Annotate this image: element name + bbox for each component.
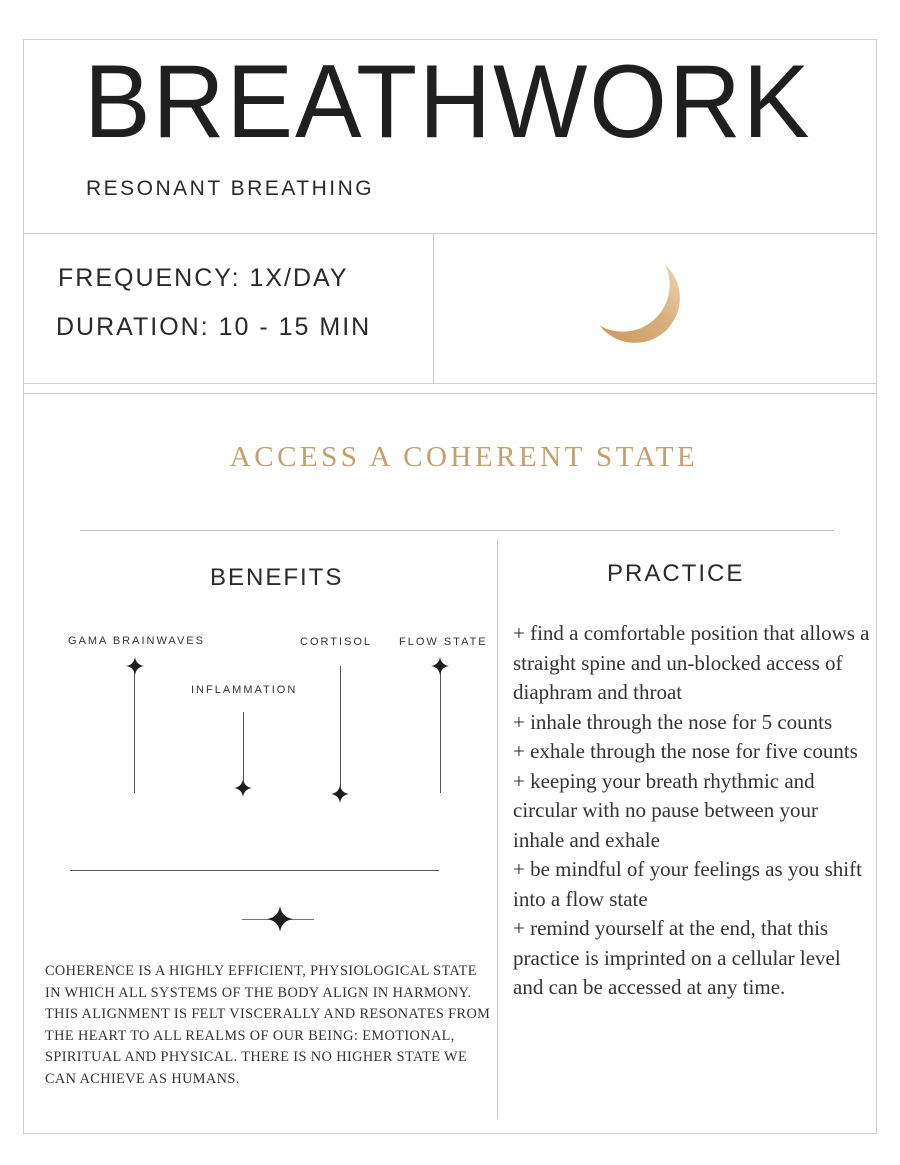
practice-step: + find a comfortable position that allows a straight spine and un-blocked access of diaphram and throat: [513, 621, 870, 704]
benefit-label-inflammation: INFLAMMATION: [191, 684, 298, 696]
benefit-label-cortisol: CORTISOL: [300, 636, 373, 648]
practice-step: + keeping your breath rhythmic and circular with no pause between your inhale and exhale: [513, 768, 818, 852]
practice-step: + be mindful of your feelings as you shift into a flow state: [513, 857, 862, 911]
practice-step: + inhale through the nose for 5 counts: [513, 709, 833, 734]
coherence-description: COHERENCE IS A HIGHLY EFFICIENT, PHYSIOLOGICAL STATE IN WHICH ALL SYSTEMS OF THE BODY ALIGN IN HARMONY. THIS ALIGNMENT IS FELT VISCERALLY AND RESONATES FROM THE HEART TO ALL REALMS OF OUR BEING: EMOTIONAL, SPIRITUAL AND PHYSICAL. THERE IS NO HIGHER STATE WE CAN ACHIEVE AS HUMANS.: [45, 963, 491, 1087]
info-column-divider: [433, 233, 434, 383]
benefit-label-flow-state: FLOW STATE: [399, 636, 488, 648]
benefits-divider: [70, 870, 439, 871]
frequency-text: FREQUENCY: 1X/DAY: [58, 264, 349, 292]
heading-underline: [80, 530, 834, 531]
benefit-stem-cortisol: [340, 666, 341, 794]
practice-title: PRACTICE: [607, 560, 745, 587]
benefits-title: BENEFITS: [210, 564, 344, 591]
four-point-star-icon: [126, 657, 144, 675]
info-divider-top: [23, 383, 877, 384]
page-subtitle: RESONANT BREATHING: [86, 177, 375, 200]
content-column-divider: [497, 539, 498, 1119]
benefit-stem-inflammation: [243, 712, 244, 788]
practice-step: + exhale through the nose for five counts: [513, 739, 858, 763]
practice-steps: [513, 619, 873, 1003]
header-divider: [23, 233, 877, 234]
crescent-moon-icon: [583, 248, 685, 350]
four-point-star-icon: [331, 785, 349, 803]
four-point-star-icon: [267, 906, 293, 932]
section-heading: ACCESS A COHERENT STATE: [229, 441, 699, 473]
four-point-star-icon: [234, 779, 252, 797]
four-point-star-icon: [431, 657, 449, 675]
benefit-label-gama-brainwaves: GAMA BRAINWAVES: [68, 635, 205, 647]
duration-text: DURATION: 10 - 15 MIN: [56, 313, 372, 341]
benefit-stem-flow-state: [440, 666, 441, 793]
info-divider-bottom: [23, 393, 877, 394]
practice-step: + remind yourself at the end, that this practice is imprinted on a cellular level and can be accessed at any time.: [513, 916, 841, 999]
page-title: BREATHWORK: [84, 44, 812, 160]
benefit-stem-gama-brainwaves: [134, 667, 135, 793]
